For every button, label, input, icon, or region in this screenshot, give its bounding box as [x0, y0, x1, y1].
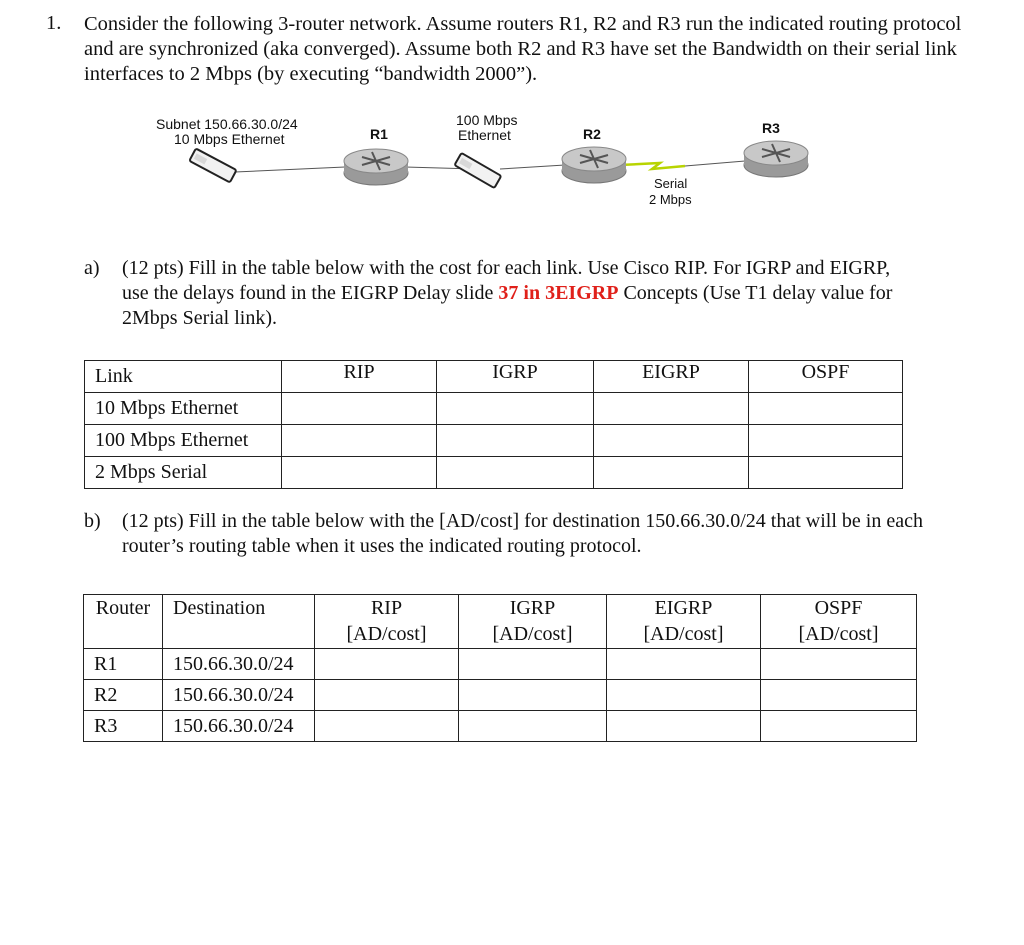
- link-serial-r3: [685, 161, 745, 166]
- table-row: [84, 680, 917, 711]
- answer-cell[interactable]: [594, 393, 749, 425]
- answer-cell[interactable]: [749, 393, 903, 425]
- answer-cell[interactable]: [282, 425, 437, 457]
- header-router: Router: [84, 595, 163, 649]
- answer-cell[interactable]: [315, 649, 459, 680]
- table-row: [85, 457, 903, 489]
- answer-cell[interactable]: [315, 680, 459, 711]
- part-a-text-before: (12 pts) Fill in the table below with the cost for each link. Use Cisco RIP. For IGRP and EIGRP, use the delays found in the EIGRP Delay slide: [122, 257, 891, 304]
- header-ospf-title: OSPF: [814, 597, 863, 619]
- routing-table: [83, 594, 917, 742]
- mid-ethernet-sub-label: Ethernet: [458, 127, 511, 143]
- link-name-cell: 10 Mbps Ethernet: [85, 393, 282, 425]
- answer-cell[interactable]: [607, 711, 761, 742]
- header-eigrp: [607, 595, 761, 649]
- answer-cell[interactable]: [437, 425, 594, 457]
- switch-icon: [454, 153, 501, 188]
- router-cell: R3: [84, 711, 163, 742]
- answer-cell[interactable]: [749, 425, 903, 457]
- destination-cell: 150.66.30.0/24: [163, 649, 315, 680]
- question-number: 1.: [46, 12, 62, 34]
- header-igrp-title: IGRP: [509, 597, 556, 619]
- router-cell: R1: [84, 649, 163, 680]
- link-name-cell: 2 Mbps Serial: [85, 457, 282, 489]
- header-destination: Destination: [163, 595, 315, 649]
- link-switch-r2: [500, 165, 565, 169]
- table-header-row: [84, 595, 917, 649]
- table-row: [84, 711, 917, 742]
- table-row: [85, 393, 903, 425]
- router-r2-label: R2: [583, 126, 601, 142]
- serial-label: Serial: [654, 176, 688, 191]
- table-header-row: [85, 361, 903, 393]
- router-r3-label: R3: [762, 120, 780, 136]
- header-rip: [315, 595, 459, 649]
- link-name-cell: 100 Mbps Ethernet: [85, 425, 282, 457]
- part-a-highlight: 37 in 3EIGRP: [498, 282, 619, 304]
- header-eigrp: EIGRP: [594, 361, 749, 393]
- part-a-text: [122, 256, 912, 331]
- router-icon: [562, 147, 626, 183]
- header-ospf: OSPF: [749, 361, 903, 393]
- header-rip: RIP: [282, 361, 437, 393]
- subnet-label: Subnet 150.66.30.0/24: [156, 116, 298, 132]
- header-rip-sub: [AD/cost]: [346, 623, 427, 645]
- destination-cell: 150.66.30.0/24: [163, 711, 315, 742]
- router-icon: [344, 149, 408, 185]
- header-link: Link: [85, 361, 282, 393]
- router-icon: [744, 141, 808, 177]
- serial-sub-label: 2 Mbps: [649, 192, 692, 207]
- answer-cell[interactable]: [315, 711, 459, 742]
- link-ethernet-10: [235, 167, 345, 172]
- mid-ethernet-label: 100 Mbps: [456, 112, 518, 128]
- part-b-letter: b): [84, 510, 101, 532]
- answer-cell[interactable]: [594, 457, 749, 489]
- subnet-sub-label: 10 Mbps Ethernet: [174, 131, 285, 147]
- answer-cell[interactable]: [282, 393, 437, 425]
- table-row: [84, 649, 917, 680]
- router-cell: R2: [84, 680, 163, 711]
- part-b-text: (12 pts) Fill in the table below with the [AD/cost] for destination 150.66.30.0/24 that will be in each router’s routing table when it uses the indicated routing protocol.: [122, 510, 923, 557]
- answer-cell[interactable]: [761, 711, 917, 742]
- question-text: Consider the following 3-router network. Assume routers R1, R2 and R3 run the indicated routing protocol and are synchronized (aka converged). Assume both R2 and R3 have set the Bandwidth on their serial link interfaces to 2 Mbps (by executing “bandwidth 2000”).: [84, 13, 962, 85]
- answer-cell[interactable]: [437, 457, 594, 489]
- header-eigrp-sub: [AD/cost]: [643, 623, 724, 645]
- part-a-text-after: Concepts (Use T1 delay value for 2Mbps Serial link).: [122, 282, 893, 329]
- answer-cell[interactable]: [607, 649, 761, 680]
- part-a-letter: a): [84, 257, 100, 279]
- switch-icon: [189, 148, 236, 182]
- header-ospf-sub: [AD/cost]: [798, 623, 879, 645]
- answer-cell[interactable]: [761, 649, 917, 680]
- answer-cell[interactable]: [437, 393, 594, 425]
- answer-cell[interactable]: [607, 680, 761, 711]
- header-rip-title: RIP: [370, 597, 403, 619]
- header-igrp: IGRP: [437, 361, 594, 393]
- network-diagram: [140, 105, 840, 225]
- header-eigrp-title: EIGRP: [654, 597, 713, 619]
- answer-cell[interactable]: [749, 457, 903, 489]
- destination-cell: 150.66.30.0/24: [163, 680, 315, 711]
- table-row: [85, 425, 903, 457]
- header-ospf: [761, 595, 917, 649]
- answer-cell[interactable]: [459, 711, 607, 742]
- answer-cell[interactable]: [594, 425, 749, 457]
- header-igrp-sub: [AD/cost]: [492, 623, 573, 645]
- serial-link-zigzag: [620, 163, 685, 169]
- answer-cell[interactable]: [459, 649, 607, 680]
- answer-cell[interactable]: [459, 680, 607, 711]
- router-r1-label: R1: [370, 126, 388, 142]
- header-igrp: [459, 595, 607, 649]
- link-cost-table: [84, 360, 903, 489]
- answer-cell[interactable]: [282, 457, 437, 489]
- answer-cell[interactable]: [761, 680, 917, 711]
